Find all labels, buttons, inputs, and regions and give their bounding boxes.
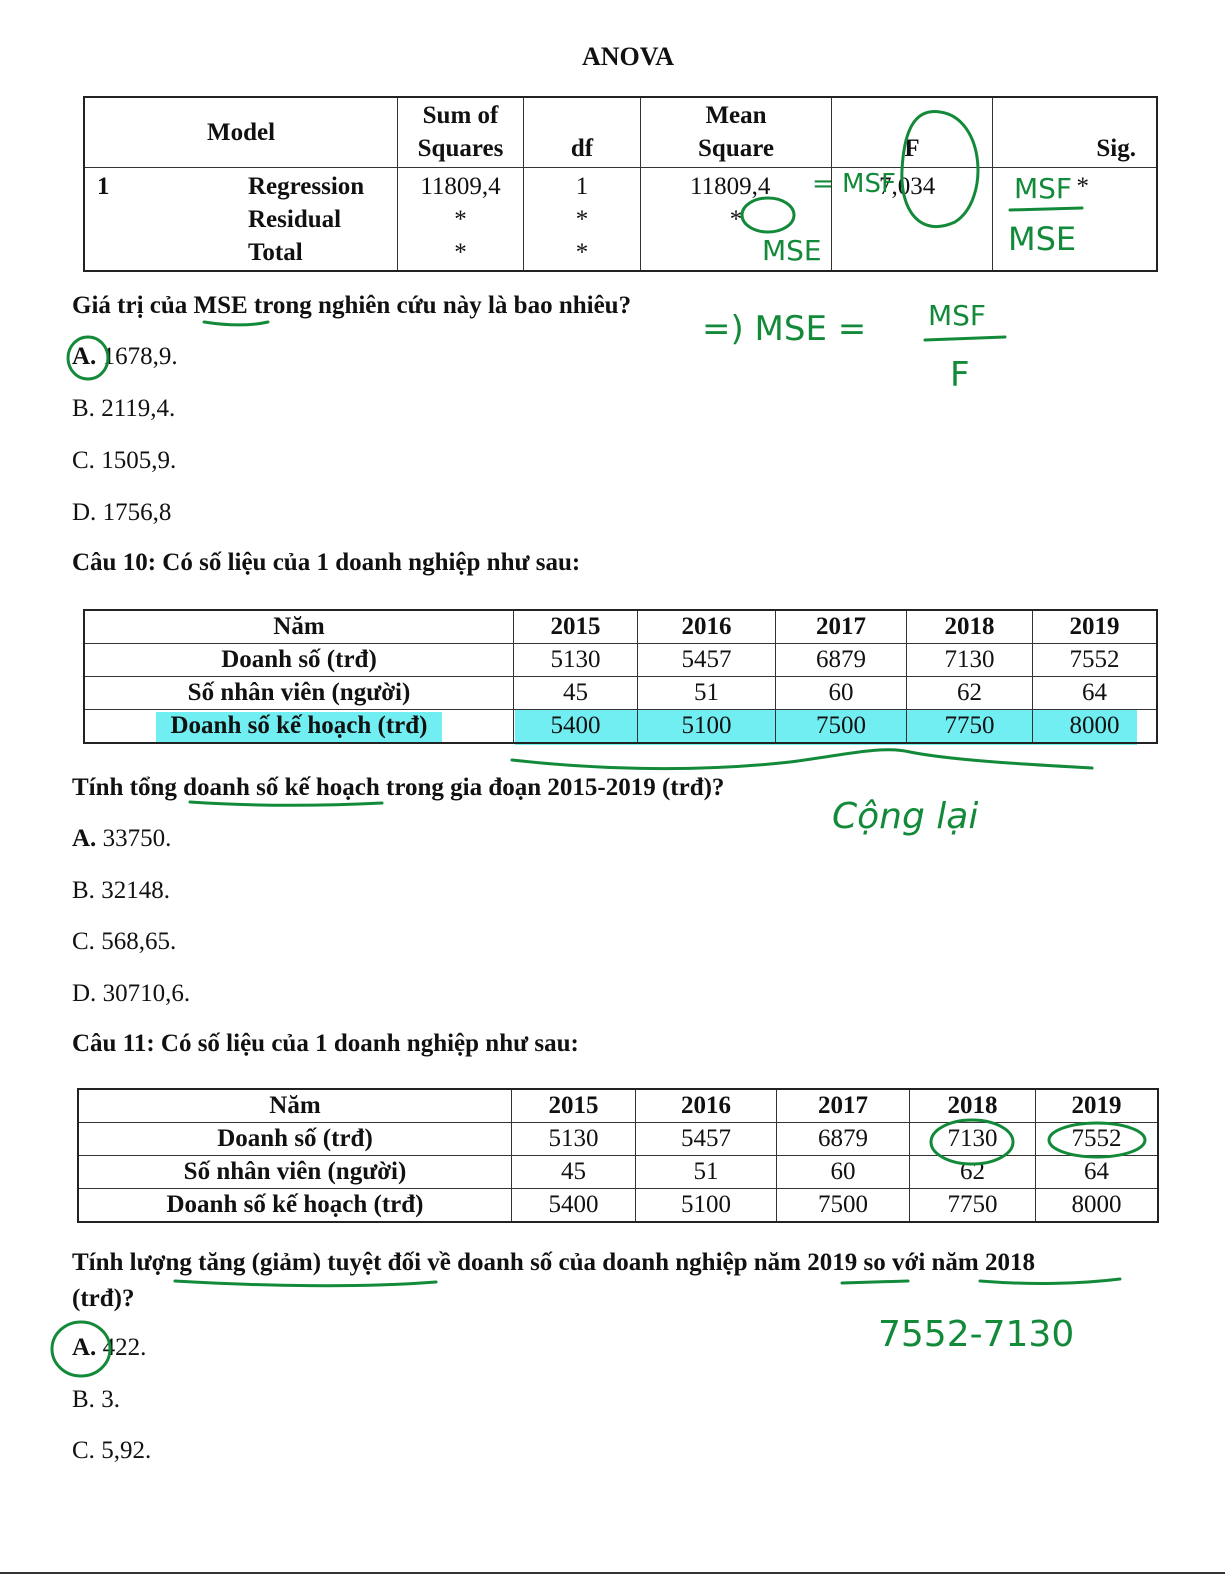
q10-option-d bbox=[72, 980, 190, 1008]
q10-table bbox=[83, 609, 1158, 744]
table-cell: 2019 bbox=[1033, 610, 1158, 644]
table-cell: 2016 bbox=[638, 610, 776, 644]
table-cell: 2018 bbox=[910, 1089, 1036, 1123]
q11-question-line2: (trđ)? bbox=[72, 1285, 135, 1312]
table-cell: 62 bbox=[907, 677, 1033, 710]
q9-option-a-letter: A. bbox=[72, 343, 97, 370]
table-cell: 5457 bbox=[636, 1123, 777, 1156]
table-cell: 2016 bbox=[636, 1089, 777, 1123]
table-cell: 5400 bbox=[514, 710, 638, 744]
col-f bbox=[832, 168, 993, 272]
q10-option-b-letter: B. bbox=[72, 877, 95, 904]
q9-option-c bbox=[72, 447, 176, 475]
table-cell: 8000 bbox=[1036, 1189, 1159, 1223]
anova-title: ANOVA bbox=[582, 42, 674, 71]
q11-option-b-text: 3. bbox=[101, 1386, 120, 1413]
q11-question-line1: Tính lượng tăng (giảm) tuyệt đối về doanh số của doanh nghiệp năm 2019 so với năm 2018 bbox=[72, 1249, 1036, 1276]
header-sum-of-squares-line2: Squares bbox=[417, 135, 504, 162]
header-f: F bbox=[832, 97, 993, 168]
row-label-total: Total bbox=[248, 239, 303, 266]
table-row bbox=[78, 1189, 1158, 1223]
f-regression: 7,034 bbox=[879, 173, 936, 200]
underline-q11-a-icon bbox=[175, 1281, 436, 1286]
table-row bbox=[84, 610, 1157, 644]
table-cell: 60 bbox=[777, 1156, 910, 1189]
ms-residual: * bbox=[729, 206, 743, 233]
table-cell: 6879 bbox=[777, 1123, 910, 1156]
col-sig bbox=[993, 168, 1158, 272]
table-cell: 64 bbox=[1036, 1156, 1159, 1189]
table-cell: 60 bbox=[776, 677, 907, 710]
df-residual: * bbox=[575, 206, 589, 233]
table-row bbox=[84, 677, 1157, 710]
q10-option-b bbox=[72, 877, 170, 905]
q10-option-a-letter: A. bbox=[72, 825, 97, 852]
table-cell: 8000 bbox=[1033, 710, 1158, 744]
q11-option-a-text: 422. bbox=[102, 1334, 147, 1361]
table-cell: Doanh số (trđ) bbox=[78, 1123, 512, 1156]
q11-option-a bbox=[72, 1334, 146, 1362]
q9-option-b-letter: B. bbox=[72, 395, 95, 422]
df-total: * bbox=[575, 239, 589, 266]
df-regression: 1 bbox=[575, 173, 589, 200]
q9-option-d-letter: D. bbox=[72, 499, 97, 526]
annotation-arrow-note: =) MSE = bbox=[702, 309, 867, 349]
table-cell: Doanh số (trđ) bbox=[84, 644, 514, 677]
ss-regression: 11809,4 bbox=[420, 173, 501, 200]
annotation-msf-den: MSE bbox=[1008, 220, 1077, 258]
table-row bbox=[78, 1156, 1158, 1189]
sig-regression: * bbox=[1076, 173, 1089, 200]
underline-q11-b-icon bbox=[842, 1281, 908, 1283]
table-cell: Năm bbox=[78, 1089, 512, 1123]
q11-option-b-letter: B. bbox=[72, 1386, 95, 1413]
table-cell: Số nhân viên (người) bbox=[84, 677, 514, 710]
header-sig: Sig. bbox=[993, 97, 1158, 168]
table-row bbox=[84, 644, 1157, 677]
header-mean-square bbox=[641, 97, 832, 168]
q10-option-a bbox=[72, 825, 171, 853]
q9-option-c-text: 1505,9. bbox=[101, 447, 177, 474]
model-number: 1 bbox=[84, 168, 138, 272]
underline-q10-icon bbox=[190, 802, 382, 805]
table-row bbox=[84, 710, 1157, 744]
annotation-msf-eq: = MSF bbox=[812, 169, 896, 199]
table-cell: Năm bbox=[84, 610, 514, 644]
table-cell: 62 bbox=[910, 1156, 1036, 1189]
header-sum-of-squares-line1: Sum of bbox=[422, 102, 499, 129]
col-sum-of-squares bbox=[398, 168, 524, 272]
ms-regression: 11809,4 bbox=[690, 173, 771, 200]
q9-question: Giá trị của MSE trong nghiên cứu này là bao nhiêu? bbox=[72, 292, 632, 319]
table-cell: 5100 bbox=[638, 710, 776, 744]
table-cell: 45 bbox=[514, 677, 638, 710]
row-label-residual: Residual bbox=[248, 206, 342, 233]
table-cell: 5130 bbox=[514, 644, 638, 677]
page-bottom-rule bbox=[0, 1572, 1225, 1574]
q10-option-c bbox=[72, 928, 176, 956]
annotation-formula-num: MSF bbox=[928, 299, 987, 332]
q11-option-a-letter: A. bbox=[72, 1334, 97, 1361]
table-cell: 64 bbox=[1033, 677, 1158, 710]
formula-bar-icon bbox=[925, 337, 1005, 340]
col-mean-square bbox=[641, 168, 832, 272]
col-df bbox=[524, 168, 641, 272]
table-cell: Số nhân viên (người) bbox=[78, 1156, 512, 1189]
table-cell: 5457 bbox=[638, 644, 776, 677]
table-cell: 51 bbox=[638, 677, 776, 710]
header-df: df bbox=[524, 97, 641, 168]
table-cell: 2017 bbox=[777, 1089, 910, 1123]
annotation-formula-den: F bbox=[950, 355, 970, 395]
q10-option-a-text: 33750. bbox=[102, 825, 172, 852]
annotation-mse-label: MSE bbox=[762, 234, 822, 267]
q9-option-b-text: 2119,4. bbox=[101, 395, 176, 422]
q10-option-d-letter: D. bbox=[72, 980, 97, 1007]
q11-option-b bbox=[72, 1386, 120, 1414]
q11-option-c-letter: C. bbox=[72, 1437, 95, 1464]
table-cell: 7552 bbox=[1036, 1123, 1159, 1156]
table-cell: 5400 bbox=[512, 1189, 636, 1223]
table-cell: 6879 bbox=[776, 644, 907, 677]
header-mean-square-line2: Square bbox=[698, 135, 774, 162]
q11-table bbox=[77, 1088, 1159, 1223]
table-cell: 2015 bbox=[514, 610, 638, 644]
q9-option-d-text: 1756,8 bbox=[102, 499, 172, 526]
q9-option-b bbox=[72, 395, 175, 423]
table-cell: 7500 bbox=[777, 1189, 910, 1223]
q11-option-c bbox=[72, 1437, 151, 1465]
row-labels bbox=[138, 168, 398, 272]
table-cell: 45 bbox=[512, 1156, 636, 1189]
q10-option-c-letter: C. bbox=[72, 928, 95, 955]
q10-option-b-text: 32148. bbox=[101, 877, 170, 904]
table-cell: 2019 bbox=[1036, 1089, 1159, 1123]
table-cell: 2018 bbox=[907, 610, 1033, 644]
q9-option-a-text: 1678,9. bbox=[102, 343, 178, 370]
header-mean-square-line1: Mean bbox=[705, 102, 767, 129]
q11-option-c-text: 5,92. bbox=[101, 1437, 152, 1464]
row-label-regression: Regression bbox=[248, 173, 365, 200]
q10-option-c-text: 568,65. bbox=[101, 928, 177, 955]
table-cell: 7750 bbox=[910, 1189, 1036, 1223]
q10-question: Tính tổng doanh số kế hoạch trong gia đoạn 2015-2019 (trđ)? bbox=[72, 774, 725, 801]
table-cell: 7130 bbox=[907, 644, 1033, 677]
header-model: Model bbox=[84, 97, 398, 168]
q11-heading: Câu 11: Có số liệu của 1 doanh nghiệp như sau: bbox=[72, 1030, 579, 1057]
q9-option-d bbox=[72, 499, 171, 527]
wavy-underline-icon bbox=[512, 750, 1092, 769]
table-cell: 2017 bbox=[776, 610, 907, 644]
table-row bbox=[78, 1123, 1158, 1156]
table-cell: 5130 bbox=[512, 1123, 636, 1156]
table-cell: 7552 bbox=[1033, 644, 1158, 677]
q9-option-c-letter: C. bbox=[72, 447, 95, 474]
underline-mse-icon bbox=[204, 322, 268, 325]
table-cell: 51 bbox=[636, 1156, 777, 1189]
underline-q11-c-icon bbox=[980, 1279, 1120, 1283]
annotation-cong-lai: Cộng lại bbox=[832, 796, 979, 837]
table-cell: 2015 bbox=[512, 1089, 636, 1123]
annotation-subtraction: 7552-7130 bbox=[878, 1314, 1075, 1355]
q10-heading: Câu 10: Có số liệu của 1 doanh nghiệp như sau: bbox=[72, 549, 581, 576]
table-cell: Doanh số kế hoạch (trđ) bbox=[84, 710, 514, 744]
annotation-msf-num: MSF bbox=[1014, 172, 1073, 205]
table-cell: 7750 bbox=[907, 710, 1033, 744]
header-sum-of-squares bbox=[398, 97, 524, 168]
anova-table bbox=[83, 96, 1158, 272]
q9-option-a bbox=[72, 343, 178, 371]
ss-total: * bbox=[454, 239, 467, 266]
q10-option-d-text: 30710,6. bbox=[102, 980, 191, 1007]
table-cell: 7130 bbox=[910, 1123, 1036, 1156]
ss-residual: * bbox=[454, 206, 467, 233]
table-cell: Doanh số kế hoạch (trđ) bbox=[78, 1189, 512, 1223]
table-cell: 7500 bbox=[776, 710, 907, 744]
table-row bbox=[78, 1089, 1158, 1123]
table-cell: 5100 bbox=[636, 1189, 777, 1223]
